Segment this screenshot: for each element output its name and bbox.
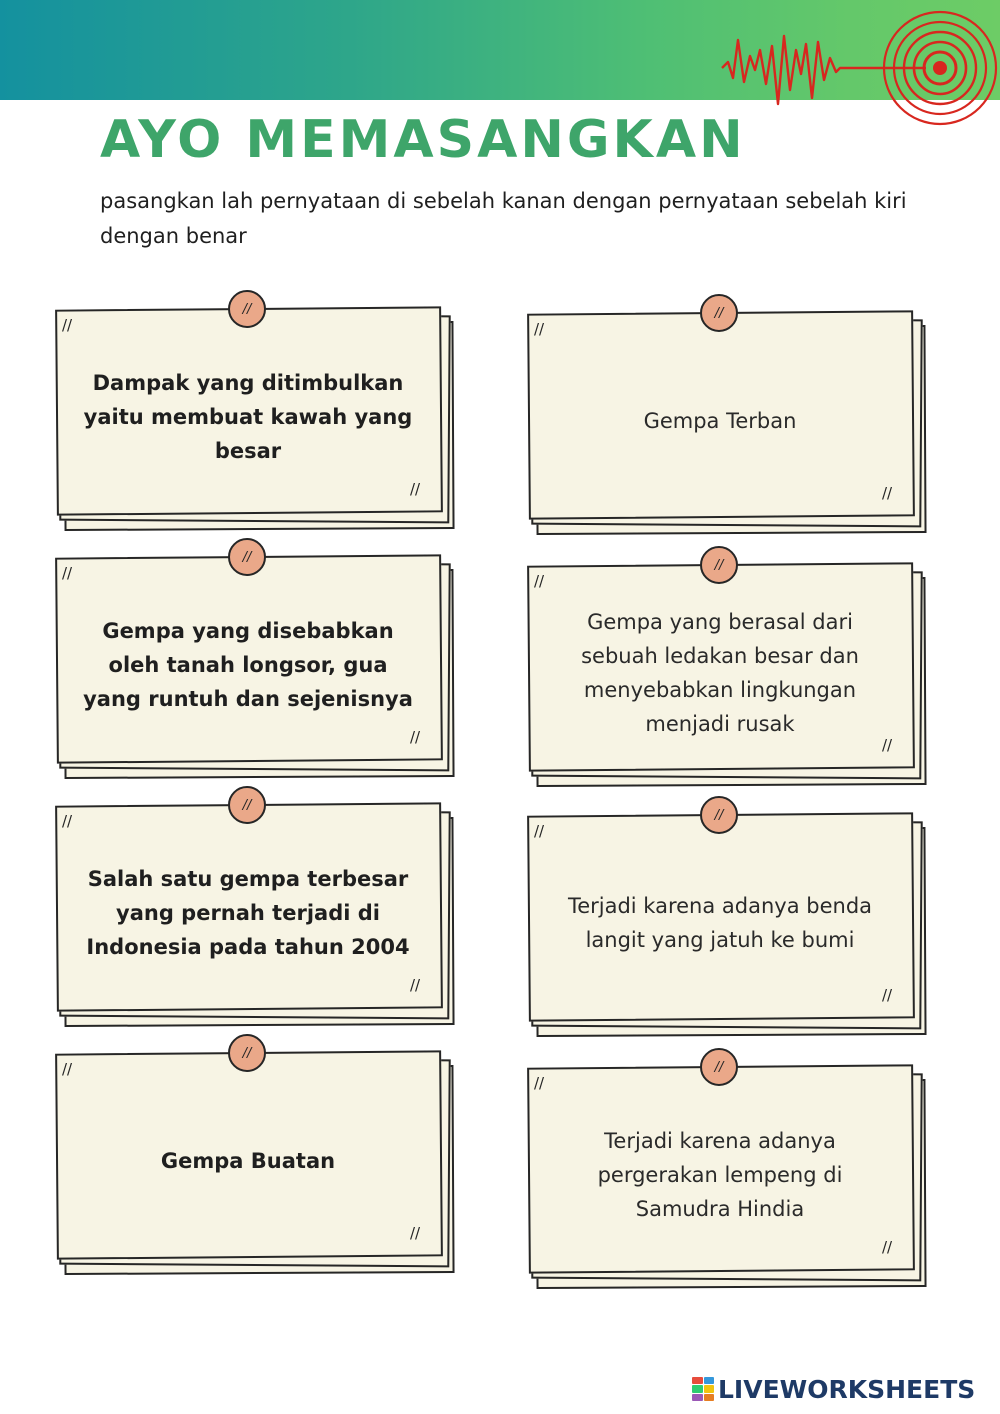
card-text: Dampak yang ditimbulkan yaitu membuat kawah yang besar bbox=[83, 371, 413, 463]
corner-mark-icon: // bbox=[534, 572, 545, 590]
corner-mark-icon: // bbox=[62, 1060, 73, 1078]
corner-mark-icon: // bbox=[410, 976, 421, 994]
pin-icon: // bbox=[700, 796, 738, 834]
pin-icon: // bbox=[228, 290, 266, 328]
right-card-1[interactable] bbox=[528, 305, 928, 538]
card-text: Gempa Terban bbox=[643, 409, 797, 433]
pin-icon: // bbox=[228, 1034, 266, 1072]
liveworksheets-logo-icon bbox=[692, 1377, 714, 1401]
card-text: Gempa yang berasal dari sebuah ledakan besar dan menyebabkan lingkungan menjadi rusak bbox=[581, 610, 859, 736]
corner-mark-icon: // bbox=[534, 320, 545, 338]
instruction-text: pasangkan lah pernyataan di sebelah kanan dengan pernyataan sebelah kiri dengan benar bbox=[100, 189, 907, 248]
card-text: Terjadi karena adanya benda langit yang jatuh ke bumi bbox=[567, 894, 873, 952]
pin-icon: // bbox=[228, 786, 266, 824]
card-text: Terjadi karena adanya pergerakan lempeng di Samudra Hindia bbox=[597, 1129, 843, 1221]
right-card-2[interactable] bbox=[528, 557, 928, 790]
corner-mark-icon: // bbox=[62, 564, 73, 582]
corner-mark-icon: // bbox=[62, 812, 73, 830]
left-card-2[interactable] bbox=[56, 549, 456, 782]
corner-mark-icon: // bbox=[534, 822, 545, 840]
corner-mark-icon: // bbox=[410, 480, 421, 498]
corner-mark-icon: // bbox=[410, 728, 421, 746]
corner-mark-icon: // bbox=[882, 1238, 893, 1256]
left-card-3[interactable] bbox=[56, 797, 456, 1030]
left-card-4[interactable] bbox=[56, 1045, 456, 1278]
right-card-4[interactable] bbox=[528, 1059, 928, 1292]
corner-mark-icon: // bbox=[62, 316, 73, 334]
right-card-3[interactable] bbox=[528, 807, 928, 1040]
corner-mark-icon: // bbox=[882, 484, 893, 502]
card-text: Gempa yang disebabkan oleh tanah longsor, gua yang runtuh dan sejenisnya bbox=[83, 619, 413, 711]
card-text: Salah satu gempa terbesar yang pernah terjadi di Indonesia pada tahun 2004 bbox=[86, 867, 410, 959]
page-title: AYO MEMASANGKAN bbox=[100, 110, 746, 170]
liveworksheets-logo[interactable] bbox=[692, 1372, 975, 1406]
left-card-1[interactable] bbox=[56, 301, 456, 534]
corner-mark-icon: // bbox=[882, 986, 893, 1004]
pin-icon: // bbox=[700, 546, 738, 584]
brand-name: LIVEWORKSHEETS bbox=[718, 1374, 976, 1404]
pin-icon: // bbox=[228, 538, 266, 576]
pin-icon: // bbox=[700, 294, 738, 332]
corner-mark-icon: // bbox=[882, 736, 893, 754]
card-text: Gempa Buatan bbox=[160, 1149, 336, 1173]
pin-icon: // bbox=[700, 1048, 738, 1086]
corner-mark-icon: // bbox=[410, 1224, 421, 1242]
corner-mark-icon: // bbox=[534, 1074, 545, 1092]
